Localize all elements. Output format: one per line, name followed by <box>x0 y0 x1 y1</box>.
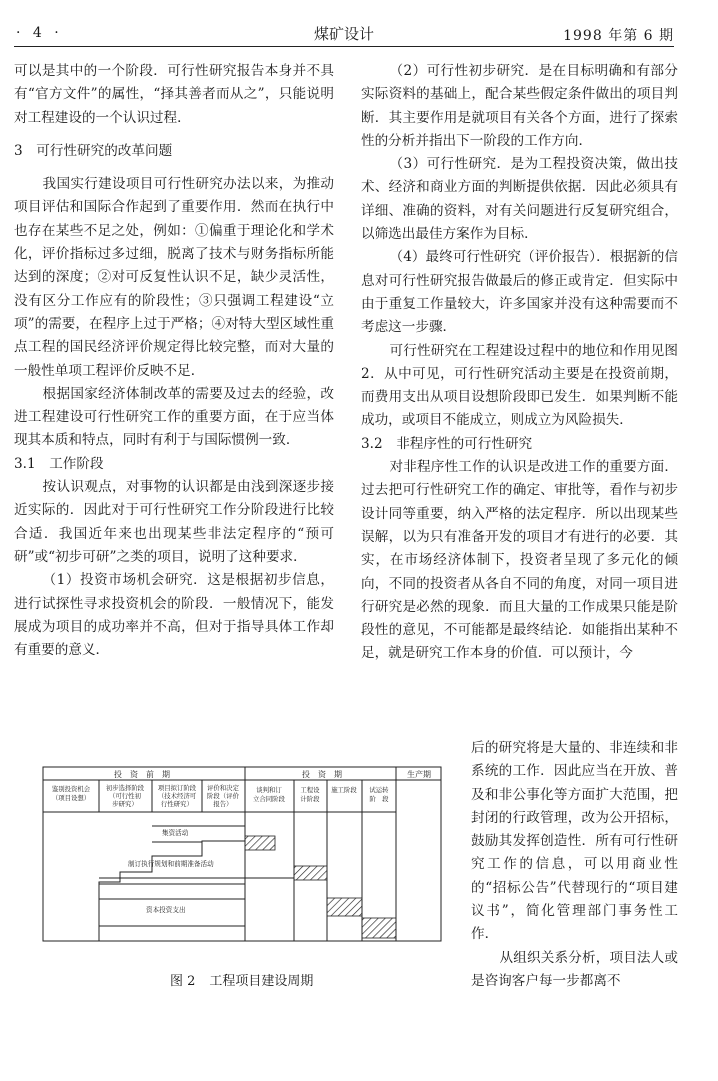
stage-label: 阶 段 <box>369 795 389 803</box>
section-heading: 3.2 非程序性的可行性研究 <box>361 435 533 452</box>
stage-label: （技术经济可 <box>157 792 197 800</box>
paragraph: 可行性研究在工程建设过程中的地位和作用见图2．从中可见，可行性研究活动主要是在投资前期，而费用支出从项目设想阶段即已发生．如果判断不能成功，或项目不能成立，则成立为风险损失． <box>361 342 678 429</box>
paragraph: 后的研究将是大量的、非连续和非系统的工作．因此应当在开放、普及和非公事化等方面扩大范围，把封闭的行政管理，改为公开招标，鼓励其发挥创造性．所有可行性研究工作的信息，可以用商业性的“招标公告”代替现行的“项目建议书”，简化管理部门事务性工作． <box>471 740 678 943</box>
phase-label: 投 资 期 <box>302 770 342 779</box>
stage-label: 鉴别投资机会 <box>51 785 91 793</box>
row-label: 资本投资支出 <box>146 906 186 914</box>
paragraph: 我国实行建设项目可行性研究办法以来，为推动项目评估和国际合作起到了重要作用．然而在执行中也存在某些不足之处，例如：①偏重于理论化和学术化，评价指标过多过细，脱离了技术与财务指标所能达到的深度；②对可反复性认识不足，缺少灵活性，没有区分工作应有的阶段性；③只强调工程建设“立项”的需要，在程序上过于严格；④对特大型区域性重点工程的国民经济评价规定得比较完整，而对大量的一般性单项工程评价反映不足． <box>14 176 334 379</box>
paragraph: 可以是其中的一个阶段．可行性研究报告本身并不具有“官方文件”的属性，“择其善者而从之”，只能说明对工程建设的一个认识过程． <box>14 63 334 126</box>
hatched-block <box>294 866 327 880</box>
stage-label: 初步选择阶段 <box>105 784 145 792</box>
stage-label: 阶段（评价 <box>207 792 239 800</box>
phase-label: 投 资 前 期 <box>114 770 170 779</box>
journal-title: 煤矿设计 <box>314 25 375 43</box>
right-column <box>361 60 678 666</box>
stage-label: 施工阶段 <box>331 786 357 794</box>
row-label: 集资活动 <box>162 829 189 837</box>
hatched-block <box>327 898 362 916</box>
paragraph: 根据国家经济体制改革的需要及过去的经验，改进工程建设可行性研究工作的重要方面，在于应当体现其本质和特点，同时有利于与国际惯例一致． <box>14 385 334 449</box>
stage-label: 谈判和订 <box>256 786 282 794</box>
section-heading: 3 可行性研究的改革问题 <box>14 142 173 159</box>
page-header <box>14 22 674 47</box>
paragraph: （4）最终可行性研究（评价报告）．根据新的信息对可行性研究报告做最后的修正或肯定．但实际中由于重复工作量较大，许多国家并没有这种需要而不考虑这一步骤． <box>361 249 678 336</box>
stage-label: 步研究） <box>112 800 138 808</box>
caption-number: 图 2 <box>170 974 196 989</box>
stage-label: 试运转 <box>369 786 389 794</box>
paragraph: （2）可行性初步研究．是在目标明确和有部分实际资料的基础上，配合某些假定条件做出的项目判断．其主要作用是就项目有关各个方面，进行了探索性的分析并指出下一阶段的工作方向． <box>361 63 678 149</box>
paragraph: 按认识观点，对事物的认识都是由浅到深逐步接近实际的．因此对于可行性研究工作分阶段进行比较合适．我国近年来也出现某些非法定程序的“预可研”或“初步可研”之类的项目，说明了这种要求． <box>14 479 334 565</box>
hatched-block <box>362 918 396 938</box>
hatched-block <box>245 836 275 850</box>
issue-label: 1998 年第 6 期 <box>563 28 674 44</box>
paragraph: （3）可行性研究．是为工程投资决策，做出技术、经济和商业方面的判断提供依据．因此必须具有详细、准确的资料，对有关问题进行反复研究组合，以筛选出最佳方案作为目标． <box>361 156 678 243</box>
stage-label: 报告） <box>213 800 233 808</box>
stage-label: 计阶段 <box>300 795 320 803</box>
stage-label: （项目设想） <box>51 794 91 802</box>
stage-label: 项目拟订阶段 <box>157 784 197 792</box>
paragraph: （1）投资市场机会研究．这是根据初步信息，进行试探性寻求投资机会的阶段．一般情况下，能发展成为项目的成功率并不高，但对于指导具体工作却有重要的意义． <box>14 572 334 659</box>
right-column-continued <box>471 737 678 993</box>
stage-label: （可行性初 <box>109 792 141 800</box>
stage-label: 工程设 <box>300 786 320 794</box>
page-number: · 4 · <box>16 25 63 41</box>
stage-label: 行性研究） <box>161 800 193 808</box>
paragraph: 从组织关系分析，项目法人或是咨询客户每一步都离不 <box>471 949 678 989</box>
stage-label: 评价和决定 <box>207 784 239 792</box>
left-column <box>14 60 334 662</box>
section-heading: 3.1 工作阶段 <box>14 455 104 472</box>
figure-caption <box>170 970 313 989</box>
stage-label: 立合同阶段 <box>253 795 285 803</box>
phase-label: 生产期 <box>407 770 431 779</box>
row-label: 制订执行规划和前期准备活动 <box>128 860 214 868</box>
project-cycle-figure <box>42 766 442 942</box>
paragraph: 对非程序性工作的认识是改进工作的重要方面．过去把可行性研究工作的确定、审批等，看作与初步设计同等重要，纳入严格的法定程序．所以出现某些误解，以为只有准备开发的项目才有进行的必要．其实，在市场经济体制下，投资者呈现了多元化的倾向，不同的投资者从各自不同的角度，对同一项目进行研究是必然的现象．而且大量的工作成果只能是阶段性的意见，不可能都是最终结论．如能指出某种不足，就是研究工作本身的价值．可以预计，今 <box>361 459 678 662</box>
caption-title: 工程项目建设周期 <box>209 974 314 989</box>
